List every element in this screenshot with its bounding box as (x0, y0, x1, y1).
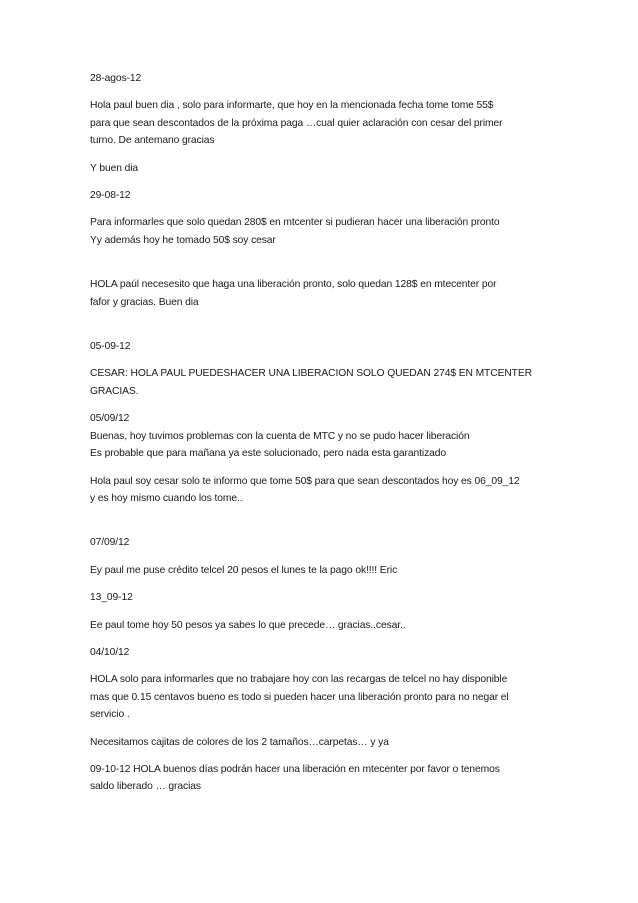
message-paragraph (90, 562, 568, 579)
text-line: 04/10/12 (90, 646, 130, 658)
text-line: Para informarles que solo quedan 280$ en mtcenter si pudieran hacer una liberación pronto (90, 217, 500, 229)
text-line: Hola paul soy cesar solo te informo que tome 50$ para que sean descontados hoy es 06_09_12 (90, 475, 520, 487)
text-line: 07/09/12 (90, 537, 130, 549)
date-line (90, 338, 568, 355)
message-paragraph (90, 214, 568, 249)
text-line: y es hoy mismo cuando los tome.. (90, 492, 243, 504)
text-line: mas que 0.15 centavos bueno es todo si pueden hacer una liberación pronto para no negar el (90, 691, 509, 703)
date-line (90, 644, 568, 661)
message-paragraph (90, 473, 568, 508)
text-line: saldo liberado … gracias (90, 781, 201, 793)
message-paragraph (90, 671, 568, 723)
date-line (90, 589, 568, 606)
text-line: GRACIAS. (90, 385, 139, 397)
message-paragraph (90, 410, 568, 462)
text-line: CESAR: HOLA PAUL PUEDESHACER UNA LIBERACION SOLO QUEDAN 274$ EN MTCENTER (90, 368, 532, 380)
message-paragraph (90, 160, 568, 177)
document-body (90, 70, 568, 796)
text-line: servicio . (90, 709, 130, 721)
text-line: Es probable que para mañana ya este solucionado, pero nada esta garantizado (90, 448, 447, 460)
text-line: 09-10-12 HOLA buenos días podrán hacer una liberación en mtecenter por favor o tenemos (90, 763, 500, 775)
text-line: Y buen dia (90, 162, 139, 174)
message-paragraph (90, 761, 568, 796)
text-line: Hola paul buen dia , solo para informarte, que hoy en la mencionada fecha tome tome 55$ (90, 100, 494, 112)
message-paragraph (90, 365, 568, 400)
date-line (90, 534, 568, 551)
text-line: Buenas, hoy tuvimos problemas con la cuenta de MTC y no se pudo hacer liberación (90, 430, 470, 442)
text-line: 05-09-12 (90, 341, 131, 353)
text-line: para que sean descontados de la próxima paga …cual quier aclaración con cesar del primer (90, 117, 503, 129)
text-line: Yy además hoy he tomado 50$ soy cesar (90, 234, 276, 246)
text-line: 28-agos-12 (90, 73, 142, 84)
date-line (90, 187, 568, 204)
message-paragraph (90, 617, 568, 634)
message-paragraph (90, 734, 568, 751)
text-line: fafor y gracias. Buen dia (90, 296, 199, 308)
date-line (90, 70, 568, 87)
message-paragraph (90, 97, 568, 149)
text-line: turno. De antemano gracias (90, 135, 215, 147)
text-line: HOLA paúl necesesito que haga una liberación pronto, solo quedan 128$ en mtecenter por (90, 279, 497, 291)
message-paragraph (90, 276, 568, 311)
text-line: 13_09-12 (90, 592, 133, 604)
text-line: Ee paul tome hoy 50 pesos ya sabes lo que precede… gracias..cesar.. (90, 619, 406, 631)
text-line: 29-08-12 (90, 190, 131, 202)
text-line: 05/09/12 (90, 413, 130, 425)
text-line: Ey paul me puse crédito telcel 20 pesos el lunes te la pago ok!!!! Eric (90, 564, 398, 576)
text-line: HOLA solo para informarles que no trabajare hoy con las recargas de telcel no hay disponible (90, 674, 508, 686)
text-line: Necesitamos cajitas de colores de los 2 tamaños…carpetas… y ya (90, 736, 389, 748)
